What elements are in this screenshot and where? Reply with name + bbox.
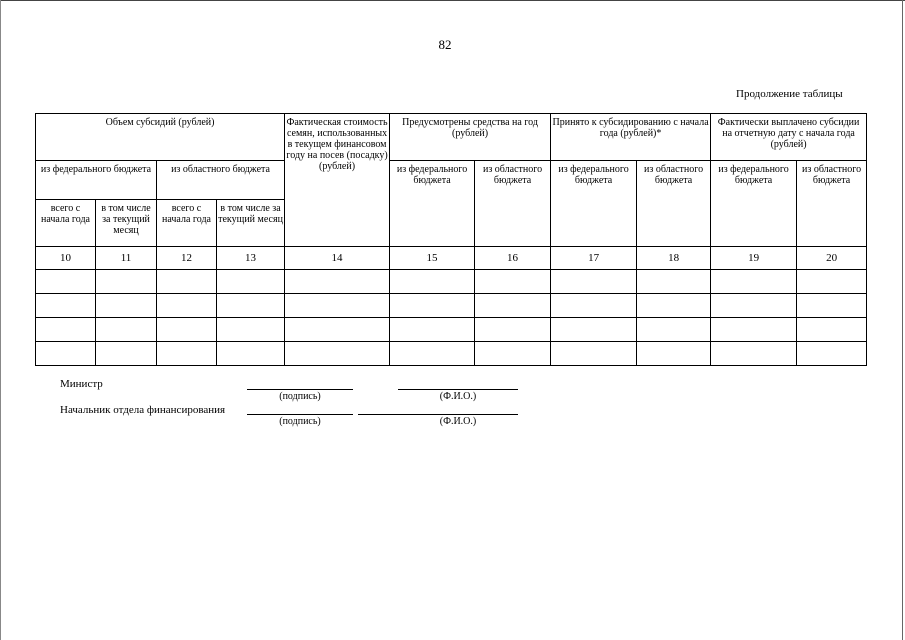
table-cell <box>711 318 797 342</box>
header-subsidy-volume: Объем субсидий (рублей) <box>36 114 285 161</box>
header-regional-ytd: всего с начала года <box>157 200 217 247</box>
minister-signature-line <box>247 389 353 390</box>
column-number: 12 <box>157 247 217 270</box>
column-number-row <box>36 247 867 270</box>
table-cell <box>475 342 551 366</box>
minister-signature-caption: (подпись) <box>279 391 321 402</box>
table-cell <box>797 270 867 294</box>
table-cell <box>475 318 551 342</box>
table-cell <box>96 318 157 342</box>
subsidy-table <box>35 113 867 366</box>
table-cell <box>637 270 711 294</box>
header-paid-subsidy: Фактически выплачено субсидии на отчетную дату с начала года (рублей) <box>711 114 867 161</box>
table-cell <box>157 342 217 366</box>
table-cell <box>390 294 475 318</box>
header-actual-seed-cost: Фактическая стоимость семян, использованных в текущем финансовом году на посев (посадку) (рублей) <box>285 114 390 247</box>
column-number: 15 <box>390 247 475 270</box>
column-number: 11 <box>96 247 157 270</box>
table-cell <box>551 270 637 294</box>
table-cell <box>711 270 797 294</box>
table-cell <box>36 318 96 342</box>
continuation-label: Продолжение таблицы <box>736 88 843 100</box>
column-number: 19 <box>711 247 797 270</box>
table-cell <box>157 270 217 294</box>
header-planned-funds: Предусмотрены средства на год (рублей) <box>390 114 551 161</box>
table-cell <box>217 318 285 342</box>
header-paid-regional: из областного бюджета <box>797 161 867 247</box>
column-number: 18 <box>637 247 711 270</box>
table-cell <box>797 342 867 366</box>
finance-head-signature-caption: (подпись) <box>279 416 321 427</box>
table-cell <box>96 270 157 294</box>
table-cell <box>711 294 797 318</box>
table-cell <box>390 318 475 342</box>
table-cell <box>217 342 285 366</box>
table-cell <box>637 318 711 342</box>
table-cell <box>551 294 637 318</box>
header-accepted-subsidy: Принято к субсидированию с начала года (рублей)* <box>551 114 711 161</box>
table-cell <box>36 270 96 294</box>
minister-name-line <box>398 389 518 390</box>
minister-name-caption: (Ф.И.О.) <box>439 391 477 402</box>
table-row <box>36 318 867 342</box>
header-planned-federal: из федерального бюджета <box>390 161 475 247</box>
table-cell <box>390 270 475 294</box>
header-regional-budget: из областного бюджета <box>157 161 285 200</box>
header-federal-month: в том числе за текущий месяц <box>96 200 157 247</box>
table-cell <box>551 318 637 342</box>
column-number: 14 <box>285 247 390 270</box>
table-cell <box>285 342 390 366</box>
page-number: 82 <box>438 37 452 52</box>
table-cell <box>285 270 390 294</box>
table-cell <box>637 294 711 318</box>
column-number: 16 <box>475 247 551 270</box>
table-cell <box>96 294 157 318</box>
table-cell <box>217 294 285 318</box>
column-number: 20 <box>797 247 867 270</box>
column-number: 13 <box>217 247 285 270</box>
table-cell <box>637 342 711 366</box>
header-accepted-regional: из областного бюджета <box>637 161 711 247</box>
finance-head-name-caption: (Ф.И.О.) <box>439 416 477 427</box>
finance-head-signature-line <box>247 414 353 415</box>
table-cell <box>551 342 637 366</box>
column-number: 17 <box>551 247 637 270</box>
table-row <box>36 270 867 294</box>
table-cell <box>797 294 867 318</box>
table-cell <box>217 270 285 294</box>
table-cell <box>36 342 96 366</box>
table-cell <box>96 342 157 366</box>
header-row-1 <box>36 114 867 161</box>
table-cell <box>157 318 217 342</box>
table-cell <box>475 294 551 318</box>
page-right-edge <box>902 0 903 640</box>
header-accepted-federal: из федерального бюджета <box>551 161 637 247</box>
header-planned-regional: из областного бюджета <box>475 161 551 247</box>
table-row <box>36 342 867 366</box>
table-row <box>36 294 867 318</box>
table-cell <box>711 342 797 366</box>
header-row-2 <box>36 161 867 200</box>
table-cell <box>390 342 475 366</box>
table-cell <box>157 294 217 318</box>
header-federal-budget: из федерального бюджета <box>36 161 157 200</box>
table-cell <box>285 294 390 318</box>
header-paid-federal: из федерального бюджета <box>711 161 797 247</box>
page-left-edge <box>0 0 1 640</box>
table-cell <box>797 318 867 342</box>
header-federal-ytd: всего с начала года <box>36 200 96 247</box>
finance-head-label: Начальник отдела финансирования <box>60 404 226 416</box>
page-top-edge <box>0 0 905 1</box>
table-cell <box>285 318 390 342</box>
table-cell <box>36 294 96 318</box>
finance-head-name-line <box>358 414 518 415</box>
column-number: 10 <box>36 247 96 270</box>
header-regional-month: в том числе за текущий месяц <box>217 200 285 247</box>
table-cell <box>475 270 551 294</box>
minister-label: Министр <box>60 378 103 390</box>
